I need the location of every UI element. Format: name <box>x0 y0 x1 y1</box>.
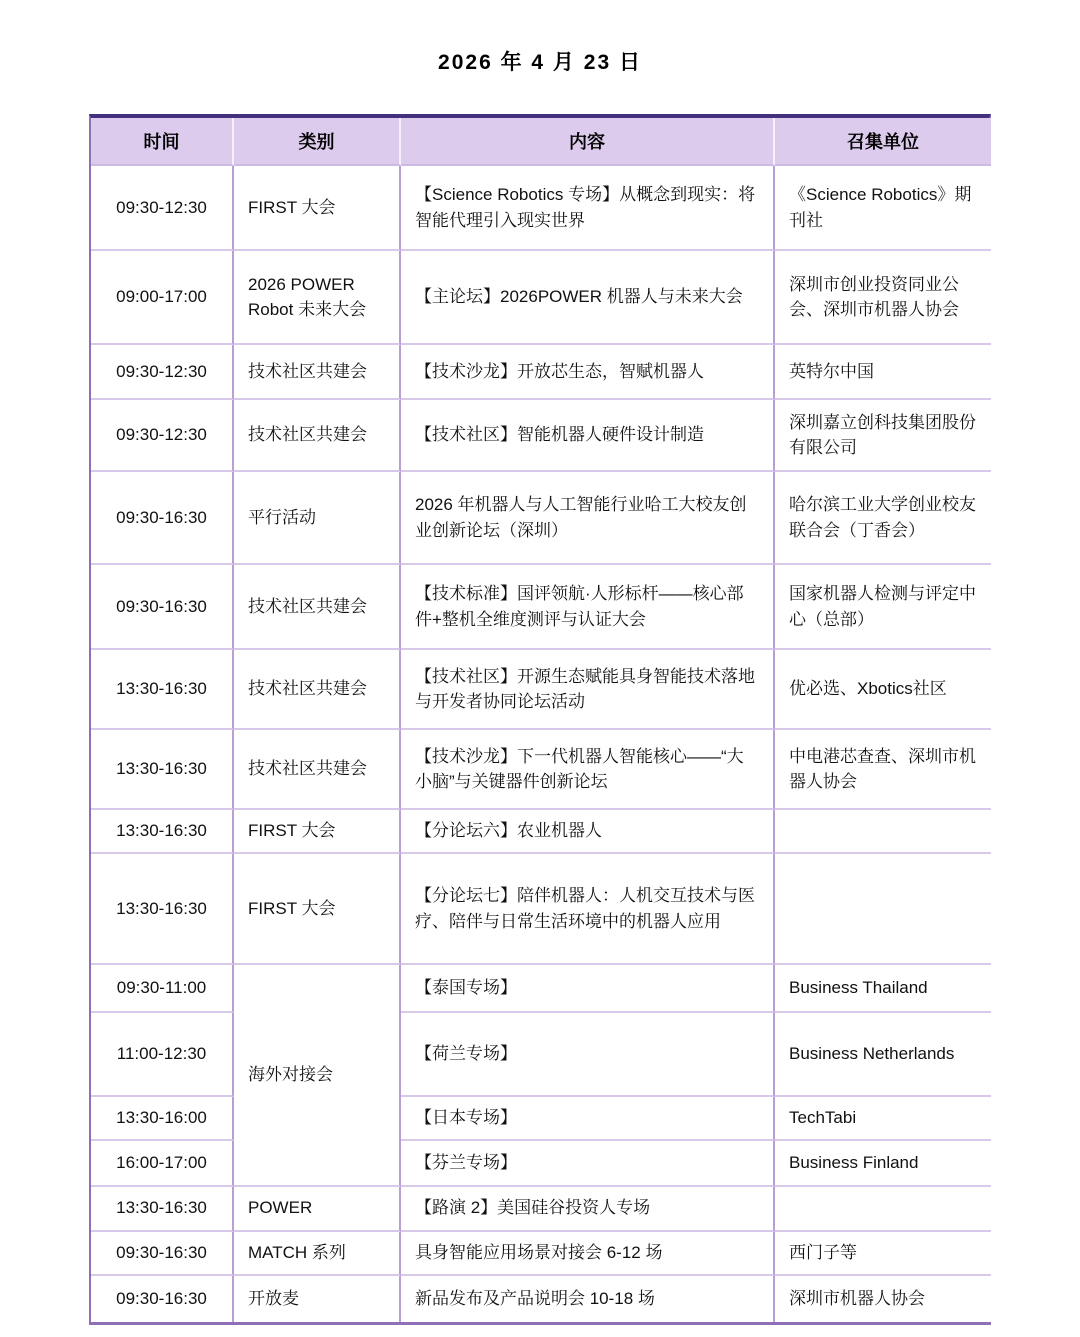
content-cell: 【技术社区】智能机器人硬件设计制造 <box>401 400 775 472</box>
table-row <box>91 400 991 472</box>
time-cell: 13:30-16:00 <box>91 1097 234 1141</box>
time-cell: 11:00-12:30 <box>91 1013 234 1097</box>
organizer-cell: 中电港芯查查、深圳市机器人协会 <box>775 730 991 810</box>
time-cell: 09:30-16:30 <box>91 1276 234 1322</box>
organizer-cell <box>775 1187 991 1232</box>
time-cell: 09:00-17:00 <box>91 251 234 345</box>
table-row <box>91 345 991 400</box>
content-cell: 【芬兰专场】 <box>401 1141 775 1187</box>
category-cell: POWER <box>234 1187 401 1232</box>
content-cell: 【技术沙龙】开放芯生态，智赋机器人 <box>401 345 775 400</box>
organizer-cell: 深圳市创业投资同业公会、深圳市机器人协会 <box>775 251 991 345</box>
table-row <box>91 810 991 854</box>
organizer-cell: TechTabi <box>775 1097 991 1141</box>
time-cell: 13:30-16:30 <box>91 730 234 810</box>
table-row <box>91 472 991 565</box>
col-header-time: 时间 <box>91 118 234 166</box>
col-header-category: 类别 <box>234 118 401 166</box>
category-cell: FIRST 大会 <box>234 810 401 854</box>
time-cell: 09:30-12:30 <box>91 400 234 472</box>
organizer-cell: 英特尔中国 <box>775 345 991 400</box>
content-cell: 【路演 2】美国硅谷投资人专场 <box>401 1187 775 1232</box>
organizer-cell: Business Finland <box>775 1141 991 1187</box>
content-cell: 【主论坛】2026POWER 机器人与未来大会 <box>401 251 775 345</box>
organizer-cell: 深圳嘉立创科技集团股份有限公司 <box>775 400 991 472</box>
time-cell: 09:30-12:30 <box>91 166 234 251</box>
content-cell: 【荷兰专场】 <box>401 1013 775 1097</box>
table-row <box>91 854 991 965</box>
table-row <box>91 1097 991 1141</box>
table-row <box>91 1276 991 1322</box>
category-cell: 技术社区共建会 <box>234 400 401 472</box>
content-cell: 【Science Robotics 专场】从概念到现实：将智能代理引入现实世界 <box>401 166 775 251</box>
time-cell: 09:30-12:30 <box>91 345 234 400</box>
time-cell: 09:30-11:00 <box>91 965 234 1013</box>
content-cell: 【分论坛七】陪伴机器人：人机交互技术与医疗、陪伴与日常生活环境中的机器人应用 <box>401 854 775 965</box>
col-header-organizer: 召集单位 <box>775 118 991 166</box>
category-cell: FIRST 大会 <box>234 854 401 965</box>
schedule-table-frame <box>89 114 991 1325</box>
table-row <box>91 1232 991 1276</box>
organizer-cell: 深圳市机器人协会 <box>775 1276 991 1322</box>
page-title: 2026 年 4 月 23 日 <box>438 51 642 74</box>
category-cell: 平行活动 <box>234 472 401 565</box>
organizer-cell: 哈尔滨工业大学创业校友联合会（丁香会） <box>775 472 991 565</box>
content-cell: 具身智能应用场景对接会 6-12 场 <box>401 1232 775 1276</box>
table-row <box>91 1013 991 1097</box>
organizer-cell: 西门子等 <box>775 1232 991 1276</box>
time-cell: 16:00-17:00 <box>91 1141 234 1187</box>
category-cell: 开放麦 <box>234 1276 401 1322</box>
table-row <box>91 730 991 810</box>
content-cell: 2026 年机器人与人工智能行业哈工大校友创业创新论坛（深圳） <box>401 472 775 565</box>
time-cell: 13:30-16:30 <box>91 854 234 965</box>
category-cell-merged: 海外对接会 <box>234 965 401 1187</box>
category-cell: 技术社区共建会 <box>234 650 401 730</box>
time-cell: 09:30-16:30 <box>91 472 234 565</box>
content-cell: 新品发布及产品说明会 10-18 场 <box>401 1276 775 1322</box>
time-cell: 13:30-16:30 <box>91 1187 234 1232</box>
content-cell: 【技术社区】开源生态赋能具身智能技术落地与开发者协同论坛活动 <box>401 650 775 730</box>
category-cell: MATCH 系列 <box>234 1232 401 1276</box>
category-cell: FIRST 大会 <box>234 166 401 251</box>
organizer-cell: 《Science Robotics》期刊社 <box>775 166 991 251</box>
table-row <box>91 565 991 650</box>
organizer-cell: Business Thailand <box>775 965 991 1013</box>
table-row <box>91 1187 991 1232</box>
header-row <box>91 118 991 166</box>
table-row <box>91 1141 991 1187</box>
schedule-table <box>91 118 991 1322</box>
organizer-cell: 优必选、Xbotics社区 <box>775 650 991 730</box>
table-row <box>91 965 991 1013</box>
content-cell: 【技术沙龙】下一代机器人智能核心——“大小脑”与关键器件创新论坛 <box>401 730 775 810</box>
organizer-cell <box>775 854 991 965</box>
time-cell: 13:30-16:30 <box>91 810 234 854</box>
content-cell: 【泰国专场】 <box>401 965 775 1013</box>
category-cell: 2026 POWER Robot 未来大会 <box>234 251 401 345</box>
time-cell: 13:30-16:30 <box>91 650 234 730</box>
content-cell: 【日本专场】 <box>401 1097 775 1141</box>
time-cell: 09:30-16:30 <box>91 1232 234 1276</box>
content-cell: 【分论坛六】农业机器人 <box>401 810 775 854</box>
time-cell: 09:30-16:30 <box>91 565 234 650</box>
table-row <box>91 166 991 251</box>
table-row <box>91 650 991 730</box>
table-row <box>91 251 991 345</box>
col-header-content: 内容 <box>401 118 775 166</box>
category-cell: 技术社区共建会 <box>234 730 401 810</box>
content-cell: 【技术标准】国评领航·人形标杆——核心部件+整机全维度测评与认证大会 <box>401 565 775 650</box>
organizer-cell: 国家机器人检测与评定中心（总部） <box>775 565 991 650</box>
organizer-cell <box>775 810 991 854</box>
category-cell: 技术社区共建会 <box>234 345 401 400</box>
organizer-cell: Business Netherlands <box>775 1013 991 1097</box>
category-cell: 技术社区共建会 <box>234 565 401 650</box>
